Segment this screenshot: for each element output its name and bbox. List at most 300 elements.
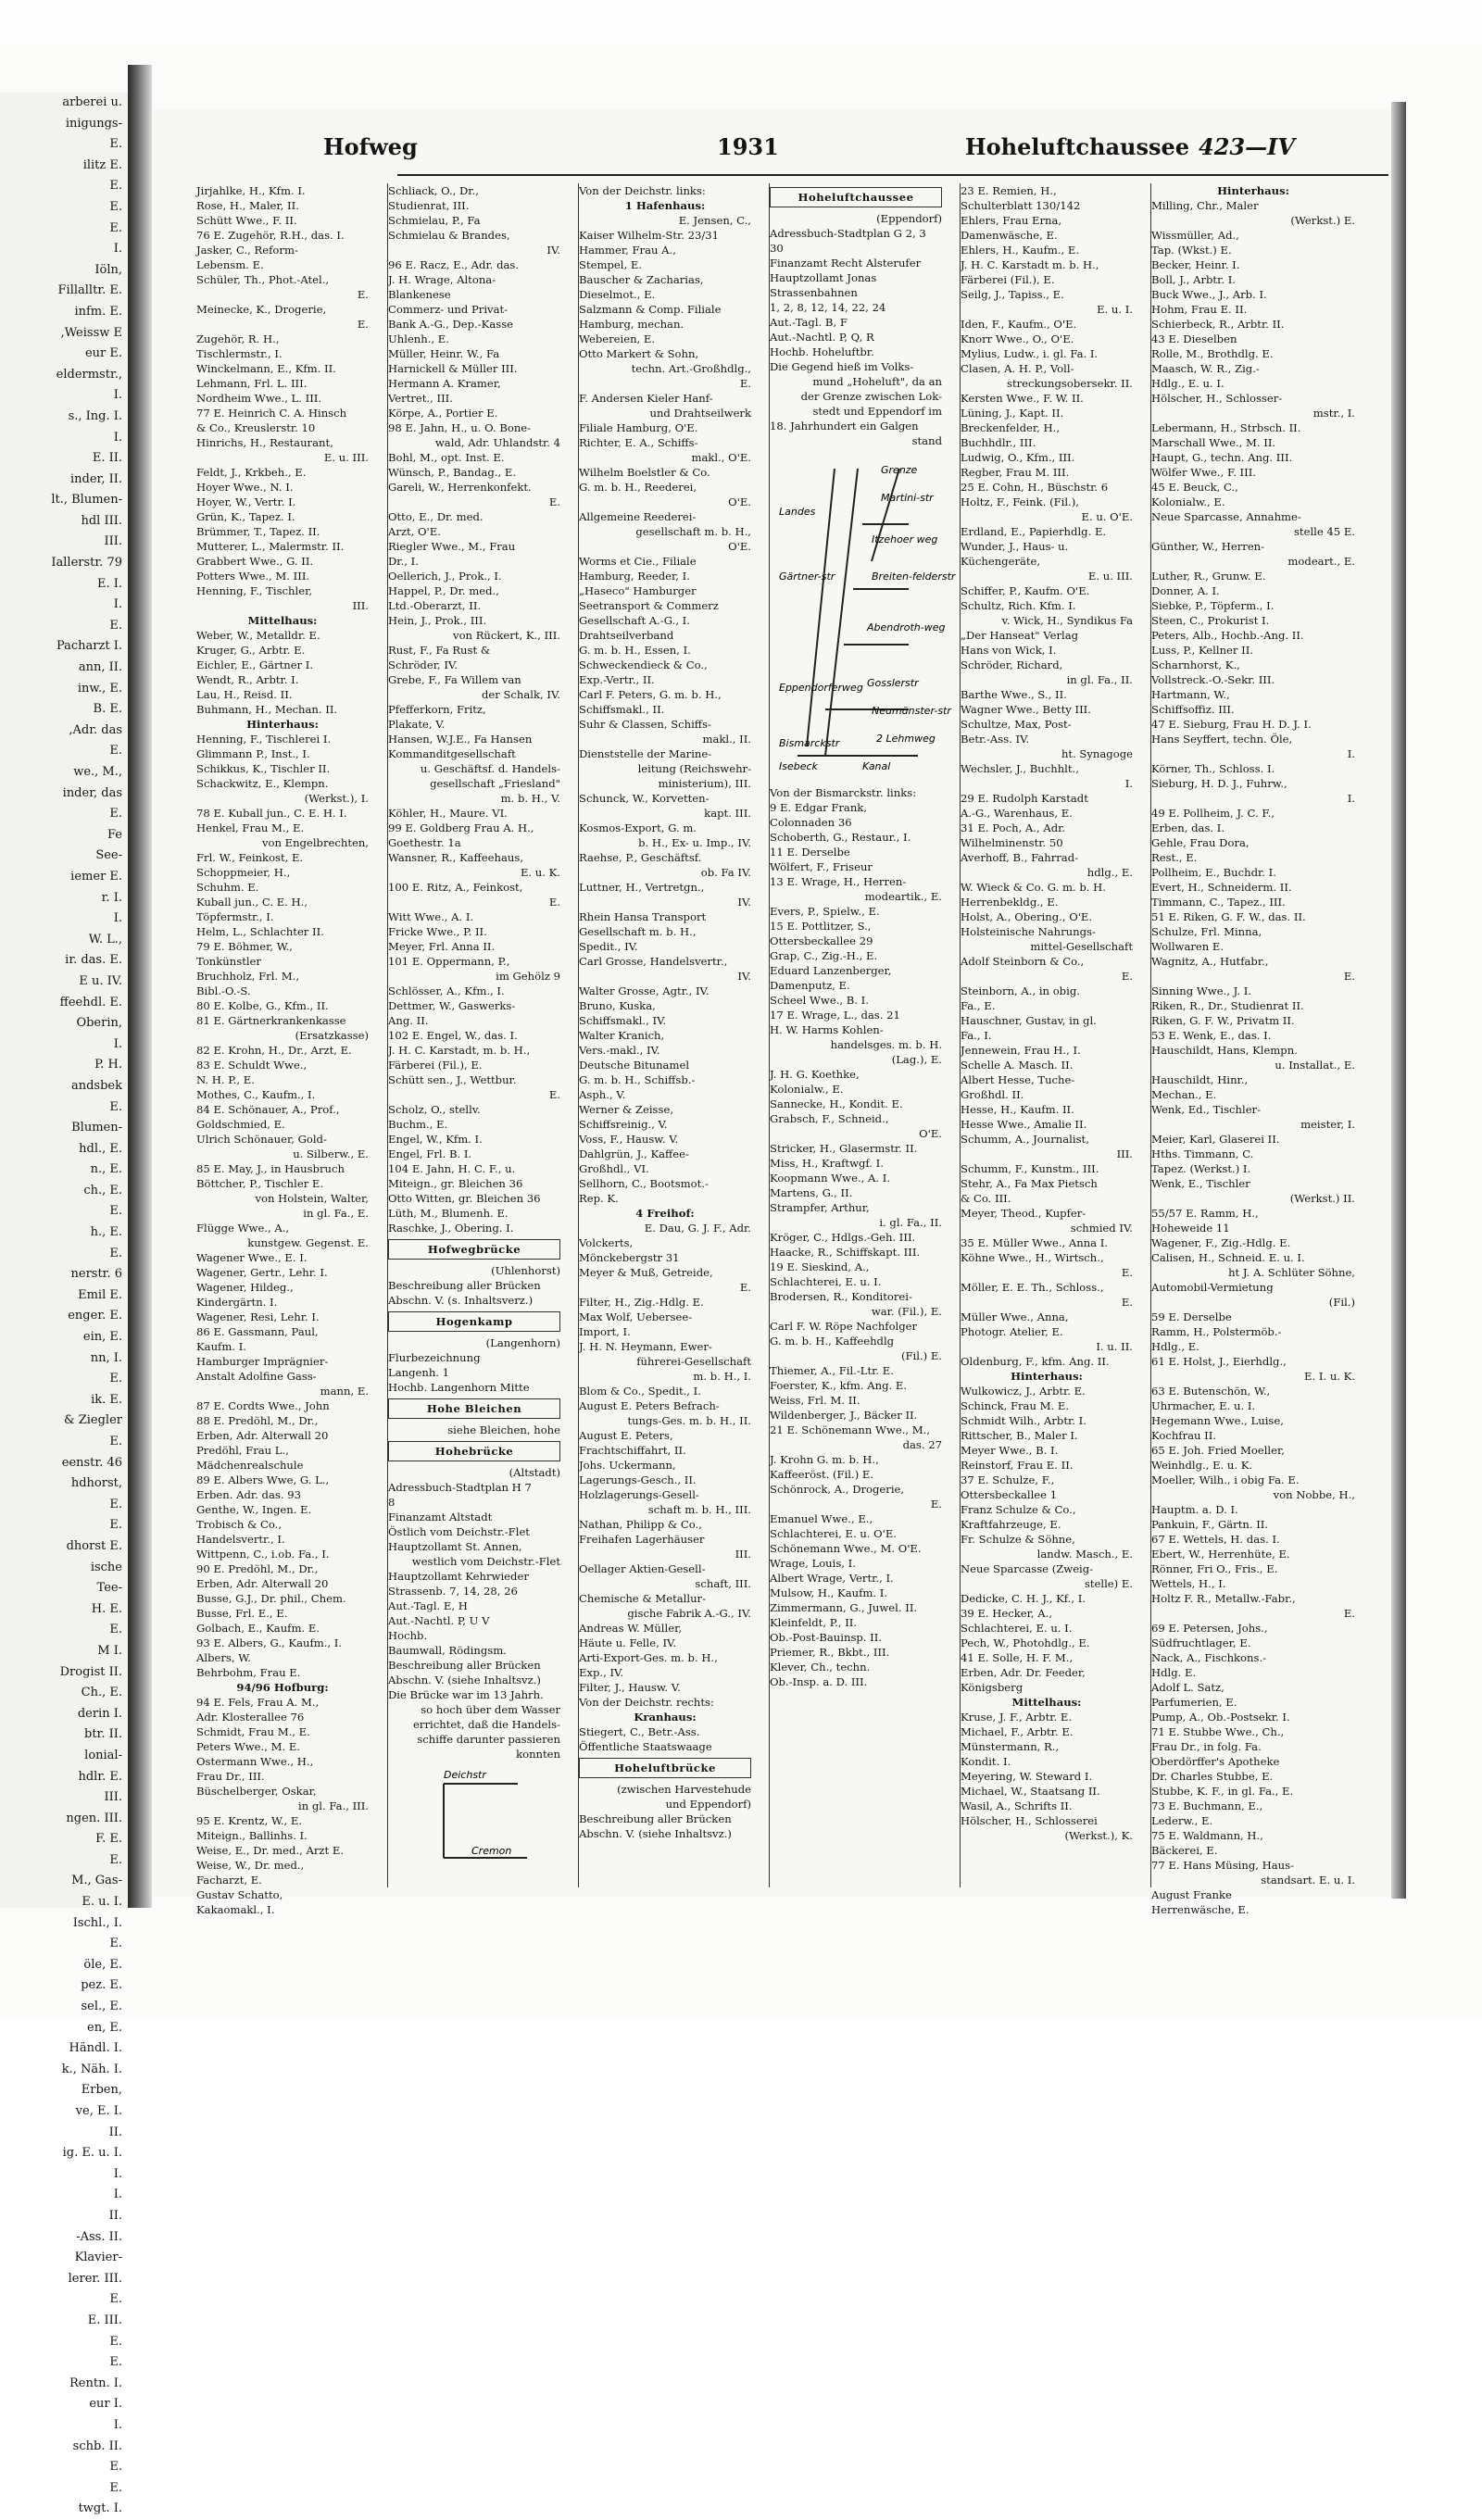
prev-page-fragment: Klavier-	[74, 2250, 122, 2265]
entry-continuation: kunstgew. Gegenst. E.	[247, 1236, 369, 1249]
resident-entry: Evert, H., Schneiderm. II.	[1151, 881, 1292, 894]
resident-entry: Walter Grosse, Agtr., IV.	[579, 984, 710, 997]
entry-continuation: kapt. III.	[704, 807, 751, 820]
resident-entry: Von der Deichstr. links:	[579, 184, 706, 197]
resident-entry: August Franke	[1151, 1888, 1232, 1901]
resident-entry: Kraftfahrzeuge, E.	[961, 1518, 1061, 1531]
entry-continuation: mittel-Gesellschaft	[1030, 940, 1133, 953]
map-street-label: Bismarckstr	[779, 737, 840, 749]
prev-page-fragment: E.	[109, 1937, 122, 1951]
resident-entry: Pfefferkorn, Fritz,	[388, 703, 486, 716]
prev-page-fragment: I.	[113, 2188, 122, 2202]
resident-entry: Suhr & Classen, Schiffs-	[579, 718, 711, 731]
resident-entry: Betr.-Ass. IV.	[961, 733, 1030, 746]
resident-entry: Färberei (Fil.), E.	[961, 273, 1055, 286]
resident-entry: Jasker, C., Reform-	[196, 244, 298, 257]
resident-entry: Rest., E.	[1151, 851, 1198, 864]
resident-entry: Albers, W.	[196, 1651, 251, 1664]
resident-entry: Strampfer, Arthur,	[770, 1201, 870, 1214]
entry-continuation: E. u. III.	[1087, 570, 1133, 583]
prev-page-fragment: Rentn. I.	[69, 2376, 122, 2390]
house-entry: 51 E. Riken, G. F. W., das. II.	[1151, 910, 1306, 923]
resident-entry: Ottersbeckallee 1	[961, 1488, 1058, 1501]
resident-entry: Frau Dr., III.	[196, 1770, 265, 1783]
resident-entry: Raschke, J., Obering. I.	[388, 1222, 514, 1235]
resident-entry: Feldt, J., Krkbeh., E.	[196, 466, 307, 479]
resident-entry: Deutsche Bitunamel	[579, 1059, 690, 1072]
entry-continuation: gesellschaft „Friesland"	[430, 777, 560, 790]
resident-entry: Schmidt Wilh., Arbtr. I.	[961, 1414, 1086, 1427]
resident-entry: Frl. W., Feinkost, E.	[196, 851, 304, 864]
resident-entry: Grün, K., Tapez. I.	[196, 510, 295, 523]
entry-continuation: ht J. A. Schlüter Söhne,	[1228, 1266, 1355, 1279]
resident-entry: Adolf L. Satz,	[1151, 1681, 1225, 1694]
entry-continuation: der Schalk, IV.	[481, 688, 560, 701]
resident-entry: Schelle A. Masch. II.	[961, 1059, 1074, 1072]
entry-continuation: gesellschaft m. b. H.,	[635, 525, 751, 538]
house-entry: 39 E. Hecker, A.,	[961, 1607, 1053, 1620]
prev-page-fragment: k., Näh. I.	[61, 2062, 122, 2076]
column-3	[578, 183, 751, 1887]
resident-entry: Hans von Wick, I.	[961, 644, 1057, 657]
house-entry: 25 E. Cohn, H., Büschstr. 6	[961, 481, 1109, 494]
resident-entry: Holtz, F., Feink. (Fil.),	[961, 495, 1079, 508]
resident-entry: Andreas W. Müller,	[579, 1622, 683, 1635]
resident-entry: Grebe, F., Fa Willem van	[388, 673, 521, 686]
prev-page-fragment: btr. II.	[84, 1727, 122, 1742]
entry-continuation: schaft m. b. H., III.	[647, 1503, 751, 1516]
entry-continuation: E.	[548, 896, 560, 909]
resident-entry: Schunck, W., Korvetten-	[579, 792, 710, 805]
resident-entry: Schütt Wwe., F. II.	[196, 214, 297, 227]
header-year: 1931	[717, 133, 779, 160]
prev-page-fragment: E.	[109, 744, 122, 759]
resident-entry: Hauschner, Gustav, in gl.	[961, 1014, 1097, 1027]
building-section-label: 4 Freihof:	[635, 1207, 695, 1220]
resident-entry: Dieselmot., E.	[579, 288, 656, 301]
entry-continuation: ob. Fa IV.	[700, 866, 751, 879]
resident-entry: Filter, H., Zig.-Hdlg. E.	[579, 1296, 704, 1309]
prev-page-fragment: E.	[109, 1246, 122, 1260]
prev-page-fragment: ffeehdl. E.	[59, 995, 122, 1009]
resident-entry: Grabsch, F., Schneid.,	[770, 1112, 889, 1125]
entry-continuation: in gl. Fa., III.	[297, 1799, 369, 1812]
house-entry: 9 E. Edgar Frank,	[770, 801, 868, 814]
street-heading: Hogenkamp	[388, 1311, 560, 1332]
resident-entry: Webereien, E.	[579, 332, 656, 345]
resident-entry: & Co. III.	[961, 1192, 1011, 1205]
resident-entry: Schröder, IV.	[388, 658, 458, 671]
prev-page-fragment: & Ziegler	[64, 1413, 122, 1428]
resident-entry: Seetransport & Commerz	[579, 599, 719, 612]
entry-continuation: E. u. I.	[1097, 303, 1133, 316]
resident-entry: Lagerungs-Gesch., II.	[579, 1473, 697, 1486]
resident-entry: Meinecke, K., Drogerie,	[196, 303, 327, 316]
resident-entry: Siebke, P., Töpferm., I.	[1151, 599, 1275, 612]
resident-entry: Schultz, Rich. Kfm. I.	[961, 599, 1076, 612]
entry-continuation: E.	[1121, 1266, 1133, 1279]
resident-entry: G. m. b. H., Kaffeehdlg	[770, 1335, 895, 1348]
house-entry: 15 E. Pottlitzer, S.,	[770, 920, 872, 933]
entry-continuation: E. u. O'E.	[1081, 510, 1133, 523]
map-street-label: Grenze	[881, 464, 918, 476]
entry-continuation: (Fil.)	[1328, 1296, 1355, 1309]
resident-entry: Timmann, C., Tapez., III.	[1151, 896, 1286, 909]
prev-page-fragment: ik. E.	[91, 1392, 122, 1407]
resident-entry: Otto Witten, gr. Bleichen 36	[388, 1192, 541, 1205]
resident-entry: Engel, Frl. B. I.	[388, 1147, 472, 1160]
resident-entry: Wilhelm Boelstler & Co.	[579, 466, 710, 479]
house-entry: 13 E. Wrage, H., Herren-	[770, 875, 907, 888]
map-street-label: Neumünster-str	[872, 705, 951, 717]
entry-continuation: schmied IV.	[1070, 1222, 1133, 1235]
entry-continuation: E. u. K.	[520, 866, 560, 879]
resident-entry: Hdlg. E.	[1151, 1666, 1197, 1679]
resident-entry: Hoyer Wwe., N. I.	[196, 481, 294, 494]
prev-page-fragment: we., M.,	[73, 765, 122, 779]
house-entry: 23 E. Remien, H.,	[961, 184, 1057, 197]
resident-entry: Fa., E.	[961, 999, 996, 1012]
house-entry: 43 E. Dieselben	[1151, 332, 1237, 345]
resident-entry: Tap. (Wkst.) E.	[1151, 244, 1232, 257]
resident-entry: Hths. Timmann, C.	[1151, 1147, 1254, 1160]
entry-continuation: (zwischen Harvestehude	[617, 1783, 751, 1796]
resident-entry: Stricker, H., Glasermstr. II.	[770, 1142, 918, 1155]
resident-entry: Thiemer, A., Fil.-Ltr. E.	[770, 1364, 894, 1377]
entry-continuation: O'E.	[919, 1127, 942, 1140]
map-street-label: Gosslerstr	[867, 677, 919, 689]
prev-page-fragment: E.	[109, 1372, 122, 1386]
prev-page-fragment: II.	[108, 2125, 122, 2139]
entry-continuation: so hoch über dem Wasser	[421, 1703, 560, 1716]
resident-entry: Helm, L., Schlachter II.	[196, 925, 324, 938]
resident-entry: Walter Kranich,	[579, 1029, 665, 1042]
house-entry: 73 E. Buchmann, E.,	[1151, 1799, 1263, 1812]
resident-entry: Hartmann, W.,	[1151, 688, 1230, 701]
resident-entry: Wilhelminenstr. 50	[961, 836, 1063, 849]
entry-continuation: (Uhlenhorst)	[491, 1264, 560, 1277]
resident-entry: Arti-Export-Ges. m. b. H.,	[579, 1651, 718, 1664]
resident-entry: G. m. b. H., Reederei,	[579, 481, 697, 494]
resident-entry: Wünsch, P., Bandag., E.	[388, 466, 517, 479]
house-entry: 11 E. Derselbe	[770, 846, 850, 859]
resident-entry: Vertret., III.	[388, 392, 453, 405]
resident-entry: Freihafen Lagerhäuser	[579, 1533, 705, 1546]
entry-continuation: von Rückert, K., III.	[453, 629, 560, 642]
resident-entry: Schmidt, Frau M., E.	[196, 1725, 310, 1738]
resident-entry: Lederw., E.	[1151, 1814, 1213, 1827]
resident-entry: Schoppmeier, H.,	[196, 866, 291, 879]
resident-entry: Buchhdlr., III.	[961, 436, 1036, 449]
resident-entry: Erben, Adr. Dr. Feeder,	[961, 1666, 1086, 1679]
resident-entry: Dettmer, W., Gaswerks-	[388, 999, 516, 1012]
entry-continuation: mstr., I.	[1312, 407, 1355, 420]
resident-entry: Dr., I.	[388, 555, 419, 568]
resident-entry: Lau, H., Reisd. II.	[196, 688, 293, 701]
resident-entry: Schumm, F., Kunstm., III.	[961, 1162, 1099, 1175]
resident-entry: Hdlg., E. u. I.	[1151, 377, 1225, 390]
prev-page-fragment: enger. E.	[68, 1309, 122, 1323]
resident-entry: Ostermann Wwe., H.,	[196, 1755, 314, 1768]
entry-continuation: in gl. Fa., II.	[1066, 673, 1133, 686]
directory-page	[152, 109, 1391, 1916]
resident-entry: Dedicke, C. H. J., Kf., I.	[961, 1592, 1086, 1605]
entry-continuation: IV.	[737, 970, 751, 983]
resident-entry: Bohl, M., opt. Inst. E.	[388, 451, 505, 464]
resident-entry: Wildenberger, J., Bäcker II.	[770, 1409, 918, 1422]
resident-entry: Exp., IV.	[579, 1666, 624, 1679]
resident-entry: Wagener Wwe., E. I.	[196, 1251, 308, 1264]
resident-entry: Pollheim, E., Buchdr. I.	[1151, 866, 1276, 879]
page-edge-right	[1391, 102, 1406, 1899]
prev-page-fragment: r. I.	[101, 890, 122, 905]
resident-entry: Adressbuch-Stadtplan H 7	[388, 1481, 532, 1494]
entry-continuation: E.	[1343, 970, 1355, 983]
resident-entry: Schliack, O., Dr.,	[388, 184, 479, 197]
prev-page-fragment: ilitz E.	[82, 157, 122, 172]
prev-page-fragment: ir. das. E.	[65, 953, 122, 968]
resident-entry: Erben, Adr. Alterwall 20	[196, 1429, 329, 1442]
entry-continuation: (Ersatzkasse)	[295, 1029, 369, 1042]
resident-entry: Henning, F., Tischler,	[196, 584, 313, 597]
resident-entry: Maasch, W. R., Zig.-	[1151, 362, 1260, 375]
entry-continuation: landw. Masch., E.	[1036, 1548, 1133, 1561]
entry-continuation: konnten	[516, 1748, 560, 1761]
resident-entry: Steinborn, A., in obig.	[961, 984, 1080, 997]
resident-entry: Köhne Wwe., H., Wirtsch.,	[961, 1251, 1104, 1264]
entry-continuation: mund „Hoheluft", da an	[812, 375, 942, 388]
prev-page-fragment: E.	[109, 179, 122, 194]
resident-entry: Bank A.-G., Dep.-Kasse	[388, 318, 514, 331]
resident-entry: Exp.-Vertr., II.	[579, 673, 655, 686]
resident-entry: Stiegert, C., Betr.-Ass.	[579, 1725, 700, 1738]
building-section-label: 94/96 Hofburg:	[236, 1681, 329, 1694]
resident-entry: Engel, W., Kfm. I.	[388, 1133, 483, 1146]
resident-entry: Rust, F., Fa Rust &	[388, 644, 491, 657]
resident-entry: Hein, J., Prok., III.	[388, 614, 487, 627]
resident-entry: Oberdörffer's Apotheke	[1151, 1755, 1280, 1768]
resident-entry: Jennewein, Frau H., I.	[961, 1044, 1081, 1057]
resident-entry: Milling, Chr., Maler	[1151, 199, 1259, 212]
resident-entry: Hegemann Wwe., Luise,	[1151, 1414, 1284, 1427]
street-map	[770, 450, 956, 784]
entry-continuation: von Nobbe, H.,	[1273, 1488, 1355, 1501]
resident-entry: & Co., Kreuslerstr. 10	[196, 421, 316, 434]
map-street-label: Landes	[779, 506, 816, 518]
map-street-label: Kanal	[862, 760, 891, 772]
resident-entry: Werner & Zeisse,	[579, 1103, 674, 1116]
house-entry: 100 E. Ritz, A., Feinkost,	[388, 881, 523, 894]
resident-entry: Hinrichs, H., Restaurant,	[196, 436, 333, 449]
street-heading: Hoheluftchaussee	[770, 187, 942, 207]
resident-entry: Ludwig, O., Kfm., III.	[961, 451, 1075, 464]
entry-continuation: (Werkst.), K.	[1064, 1829, 1133, 1842]
entry-continuation: i. gl. Fa., II.	[879, 1216, 942, 1229]
entry-continuation: handelsges. m. b. H.	[830, 1038, 942, 1051]
resident-entry: Schmielau & Brandes,	[388, 229, 510, 242]
resident-entry: Hauschildt, Hinr.,	[1151, 1073, 1249, 1086]
prev-page-fragment: eur I.	[89, 2397, 122, 2412]
prev-page-fragment: E.	[109, 2334, 122, 2349]
entry-continuation: meister, I.	[1300, 1118, 1355, 1131]
resident-entry: „Haseco" Hamburger	[579, 584, 697, 597]
house-entry: 17 E. Wrage, L., das. 21	[770, 1009, 900, 1022]
prev-page-fragment: F. E.	[95, 1832, 122, 1847]
house-entry: 45 E. Beuck, C.,	[1151, 481, 1238, 494]
prev-page-fragment: lonial-	[84, 1748, 122, 1762]
entry-continuation: I. u. II.	[1096, 1340, 1133, 1353]
entry-continuation: westlich vom Deichstr.-Flet	[411, 1555, 560, 1568]
resident-entry: Moeller, Wilh., i obig Fa. E.	[1151, 1473, 1300, 1486]
resident-entry: Herrenbekldg., E.	[961, 896, 1059, 909]
resident-entry: Evers, P., Spielw., E.	[770, 905, 880, 918]
resident-entry: Fa., I.	[961, 1029, 992, 1042]
resident-entry: Gehle, Frau Dora,	[1151, 836, 1250, 849]
resident-entry: Schlösser, A., Kfm., I.	[388, 984, 505, 997]
house-entry: 29 E. Rudolph Karstadt	[961, 792, 1088, 805]
resident-entry: Körpe, A., Portier E.	[388, 407, 498, 420]
map-street-label: Eppendorferweg	[779, 682, 863, 694]
house-entry: 93 E. Albers, G., Kaufm., I.	[196, 1636, 343, 1649]
resident-entry: Carl Grosse, Handelsvertr.,	[579, 955, 728, 968]
resident-entry: Zimmermann, G., Juwel. II.	[770, 1601, 918, 1614]
resident-entry: Neue Sparcasse, Annahme-	[1151, 510, 1301, 523]
resident-entry: Richter, E. A., Schiffs-	[579, 436, 698, 449]
resident-entry: Aut.-Tagl. B, F	[770, 316, 848, 329]
entry-continuation: u. Installat., E.	[1275, 1059, 1355, 1072]
prev-page-fragment: III.	[104, 1790, 122, 1805]
prev-page-fragment: Tee-	[96, 1581, 122, 1596]
entry-continuation: von Holstein, Walter,	[255, 1192, 369, 1205]
resident-entry: Hauschildt, Hans, Klempn.	[1151, 1044, 1298, 1057]
resident-entry: Genthe, W., Ingen. E.	[196, 1503, 312, 1516]
resident-entry: Schütt sen., J., Wettbur.	[388, 1073, 517, 1086]
resident-entry: Schulze, Frl. Minna,	[1151, 925, 1262, 938]
resident-entry: Tonkünstler	[196, 955, 261, 968]
entry-continuation: ht. Synagoge	[1061, 747, 1133, 760]
resident-entry: Hoheweide 11	[1151, 1222, 1230, 1235]
resident-entry: Kaiser Wilhelm-Str. 23/31	[579, 229, 720, 242]
resident-entry: Schlachterei, E. u. I.	[770, 1275, 882, 1288]
prev-page-fragment: H. E.	[91, 1601, 122, 1616]
prev-page-fragment: schb. II.	[72, 2439, 122, 2453]
resident-entry: H. W. Harms Kohlen-	[770, 1023, 884, 1036]
resident-entry: Drahtseilverband	[579, 629, 674, 642]
resident-entry: Golbach, E., Kaufm. E.	[196, 1622, 320, 1635]
resident-entry: Abschn. V. (siehe Inhaltsvz.)	[388, 1674, 541, 1686]
house-entry: 1, 2, 8, 12, 14, 22, 24	[770, 301, 886, 314]
entry-continuation: O'E.	[728, 495, 751, 508]
house-entry: 49 E. Pollheim, J. C. F.,	[1151, 807, 1275, 820]
prev-page-fragment: -Ass. II.	[76, 2229, 122, 2244]
resident-entry: Kolonialw., E.	[770, 1083, 844, 1096]
resident-entry: Hdlg., E.	[1151, 1340, 1199, 1353]
resident-entry: Dahlgrün, J., Kaffee-	[579, 1147, 689, 1160]
entry-continuation: u. Silberw., E.	[293, 1147, 369, 1160]
resident-entry: Haupt, G., techn. Ang. III.	[1151, 451, 1293, 464]
resident-entry: Hauptzollamt Jonas	[770, 271, 877, 284]
resident-entry: Finanzamt Recht Alsterufer	[770, 257, 922, 270]
resident-entry: Köhler, H., Maure. VI.	[388, 807, 508, 820]
resident-entry: Hesse, H., Kaufm. II.	[961, 1103, 1074, 1116]
resident-entry: Lebermann, H., Strbsch. II.	[1151, 421, 1301, 434]
house-entry: 77 E. Heinrich C. A. Hinsch	[196, 407, 347, 420]
resident-entry: Schackwitz, E., Klempn.	[196, 777, 329, 790]
entry-continuation: leitung (Reichswehr-	[637, 762, 751, 775]
resident-entry: „Der Hanseat" Verlag	[961, 629, 1079, 642]
resident-entry: Die Brücke war im 13 Jahrh.	[388, 1688, 544, 1701]
map-street-label: Deichstr	[444, 1769, 486, 1781]
resident-entry: Wölfert, F., Friseur	[770, 860, 873, 873]
entry-continuation: (Eppendorf)	[876, 212, 942, 225]
resident-entry: Allgemeine Reederei-	[579, 510, 697, 523]
resident-entry: Damenputz, E.	[770, 979, 850, 992]
resident-entry: Facharzt, E.	[196, 1874, 262, 1887]
resident-entry: Hochb.	[388, 1629, 428, 1642]
prev-page-fragment: ve, E. I.	[75, 2104, 122, 2118]
entry-continuation: I.	[1124, 777, 1133, 790]
previous-page-edge	[0, 93, 128, 2516]
prev-page-fragment: E.	[109, 2480, 122, 2495]
prev-page-fragment: I.	[113, 597, 122, 612]
resident-entry: Müller Wwe., Anna,	[961, 1310, 1069, 1323]
resident-entry: Öffentliche Staatswaage	[579, 1740, 712, 1753]
resident-entry: August E. Peters,	[579, 1429, 673, 1442]
entry-continuation: (Fil.) E.	[900, 1349, 942, 1362]
house-entry: 71 E. Stubbe Wwe., Ch.,	[1151, 1725, 1285, 1738]
resident-entry: Eduard Lanzenberger,	[770, 964, 892, 977]
entry-continuation: E.	[1121, 1296, 1133, 1309]
resident-entry: Colonnaden 36	[770, 816, 852, 829]
resident-entry: Großhdl., VI.	[579, 1162, 649, 1175]
resident-entry: Münstermann, R.,	[961, 1740, 1060, 1753]
resident-entry: Bauscher & Zacharias,	[579, 273, 704, 286]
resident-entry: Hesse Wwe., Amalie II.	[961, 1118, 1087, 1131]
entry-continuation: mann, E.	[320, 1385, 369, 1398]
prev-page-fragment: E.	[109, 199, 122, 214]
resident-entry: Von der Deichstr. rechts:	[579, 1696, 714, 1709]
prev-page-fragment: inder, das	[62, 785, 122, 800]
resident-entry: Stubbe, K. F., in gl. Fa., E.	[1151, 1785, 1294, 1798]
resident-entry: Weise, W., Dr. med.,	[196, 1859, 305, 1872]
resident-entry: Kindergärtn. I.	[196, 1296, 278, 1309]
resident-entry: Wunder, J., Haus- u.	[961, 540, 1069, 553]
entry-continuation: von Engelbrechten,	[261, 836, 369, 849]
entry-continuation: stedt und Eppendorf im	[812, 405, 942, 418]
resident-entry: Wagnitz, A., Hutfabr.,	[1151, 955, 1269, 968]
entry-continuation: hdlg., E.	[1086, 866, 1133, 879]
resident-entry: Schmielau, P., Fa	[388, 214, 481, 227]
resident-entry: Schiffsoffiz. III.	[1151, 703, 1235, 716]
resident-entry: Wechsler, J., Buchhlt.,	[961, 762, 1079, 775]
building-section-label: Mittelhaus:	[1011, 1696, 1082, 1709]
page-header	[152, 133, 1391, 170]
entry-continuation: III.	[352, 599, 369, 612]
building-section-label: Hinterhaus:	[1217, 184, 1289, 197]
resident-entry: Frau Dr., in folg. Fa.	[1151, 1740, 1262, 1753]
entry-continuation: (Altstadt)	[509, 1466, 560, 1479]
resident-entry: Hochb. Langenhorn Mitte	[388, 1381, 530, 1394]
entry-continuation: I.	[1347, 792, 1355, 805]
resident-entry: Scheel Wwe., B. I.	[770, 994, 869, 1007]
entry-continuation: makl., II.	[702, 733, 751, 746]
house-entry: 75 E. Waldmann, H.,	[1151, 1829, 1263, 1842]
prev-page-fragment: Pacharzt I.	[56, 639, 122, 654]
entry-continuation: führerei-Gesellschaft	[636, 1355, 751, 1368]
resident-entry: G. m. b. H., Essen, I.	[579, 644, 691, 657]
entry-continuation: techn. Art.-Großhdlg.,	[631, 362, 751, 375]
resident-entry: J. H. C. Karstadt m. b. H.,	[961, 258, 1099, 271]
